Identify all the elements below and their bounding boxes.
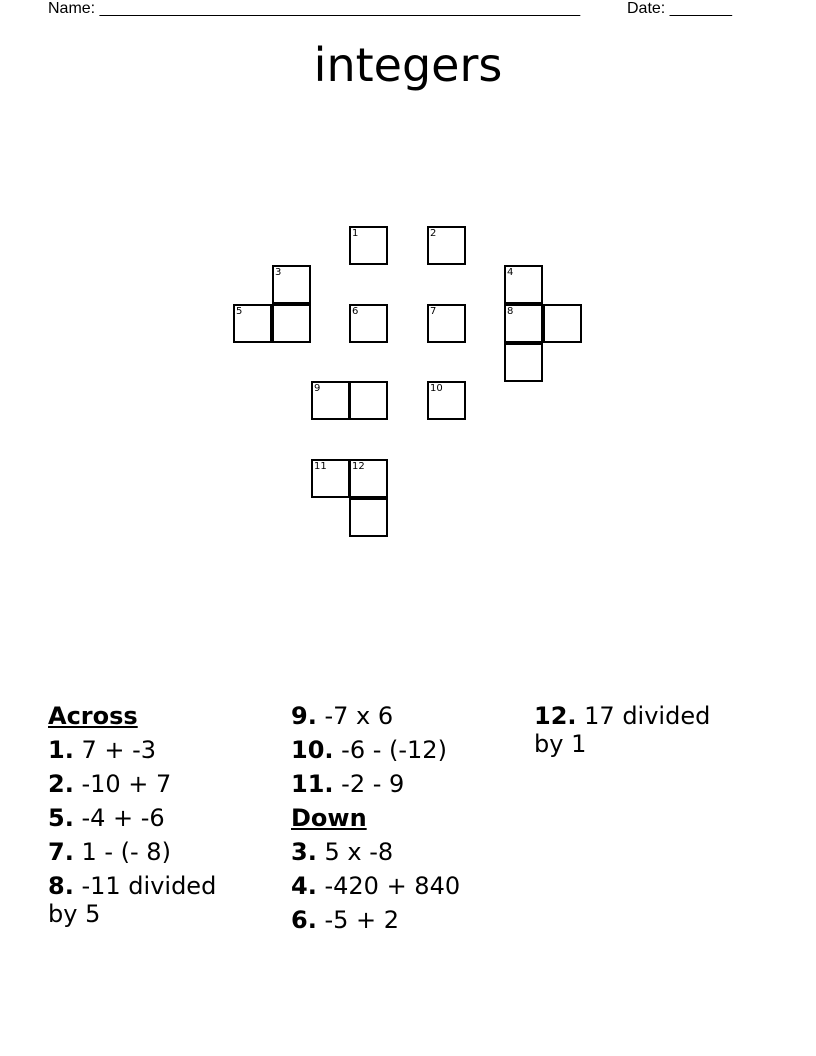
crossword-cell-5[interactable]: [233, 304, 272, 343]
clue-number-7: 7: [430, 306, 437, 317]
across-clue-7: [48, 838, 248, 866]
clue-text: -2 - 9: [341, 770, 405, 798]
down-clue-12: [534, 702, 734, 758]
clue-text: 7 + -3: [81, 736, 157, 764]
clue-number-6: 6: [352, 306, 359, 317]
crossword-cell-3[interactable]: [272, 265, 311, 304]
down-clue-3: [291, 838, 491, 866]
clue-number-3: 3: [275, 267, 282, 278]
clue-text: 17 divided by 1: [534, 702, 711, 758]
crossword-cell-4[interactable]: [504, 265, 543, 304]
clue-text: -10 + 7: [81, 770, 172, 798]
clue-number: 10.: [291, 736, 334, 764]
clue-column-1: [48, 702, 248, 934]
across-heading: Across: [48, 702, 138, 730]
down-clue-4: [291, 872, 491, 900]
clue-number-10: 10: [430, 383, 443, 394]
clue-text: 5 x -8: [324, 838, 394, 866]
across-clue-5: [48, 804, 248, 832]
clue-number-5: 5: [236, 306, 243, 317]
clue-number: 8.: [48, 872, 74, 900]
clue-text: -6 - (-12): [341, 736, 447, 764]
clue-number: 9.: [291, 702, 317, 730]
name-label: Name:: [48, 0, 96, 17]
clue-number-9: 9: [314, 383, 321, 394]
clue-text: 1 - (- 8): [81, 838, 171, 866]
clue-number-12: 12: [352, 461, 365, 472]
crossword-cell-2[interactable]: [427, 226, 466, 265]
crossword-cell[interactable]: [272, 304, 311, 343]
crossword-cell[interactable]: [543, 304, 582, 343]
clue-column-2: [291, 702, 491, 940]
crossword-cell-10[interactable]: [427, 381, 466, 420]
clue-text: -11 divided by 5: [48, 872, 217, 928]
crossword-cell[interactable]: [349, 498, 388, 537]
clue-number-4: 4: [507, 267, 514, 278]
date-label: Date:: [627, 0, 666, 17]
across-clue-8: [48, 872, 248, 928]
clue-column-3: [534, 702, 734, 764]
clue-number: 3.: [291, 838, 317, 866]
across-clue-2: [48, 770, 248, 798]
clue-number-1: 1: [352, 228, 359, 239]
name-blank-line: ______________________________________________________: [99, 0, 581, 17]
clue-number: 12.: [534, 702, 577, 730]
crossword-cell-9[interactable]: [311, 381, 350, 420]
crossword-cell-12[interactable]: [349, 459, 388, 498]
across-clue-9: [291, 702, 491, 730]
clue-number: 1.: [48, 736, 74, 764]
crossword-cell-8[interactable]: [504, 304, 543, 343]
across-clue-10: [291, 736, 491, 764]
down-clue-6: [291, 906, 491, 934]
crossword-cell-1[interactable]: [349, 226, 388, 265]
clue-number-11: 11: [314, 461, 327, 472]
clue-number: 7.: [48, 838, 74, 866]
crossword-cell-6[interactable]: [349, 304, 388, 343]
clue-text: -420 + 840: [324, 872, 461, 900]
crossword-cell-7[interactable]: [427, 304, 466, 343]
clue-number: 2.: [48, 770, 74, 798]
down-heading: Down: [291, 804, 367, 832]
clue-number: 5.: [48, 804, 74, 832]
page-title: integers: [313, 38, 503, 92]
clue-number-2: 2: [430, 228, 437, 239]
clue-number: 4.: [291, 872, 317, 900]
clue-number: 11.: [291, 770, 334, 798]
clue-text: -7 x 6: [324, 702, 394, 730]
clue-number: 6.: [291, 906, 317, 934]
clue-text: -5 + 2: [324, 906, 400, 934]
across-clue-11: [291, 770, 491, 798]
crossword-cell-11[interactable]: [311, 459, 350, 498]
crossword-cell[interactable]: [349, 381, 388, 420]
across-clue-1: [48, 736, 248, 764]
date-blank-line: _______: [669, 0, 732, 17]
crossword-cell[interactable]: [504, 343, 543, 382]
clue-number-8: 8: [507, 306, 514, 317]
clue-text: -4 + -6: [81, 804, 165, 832]
